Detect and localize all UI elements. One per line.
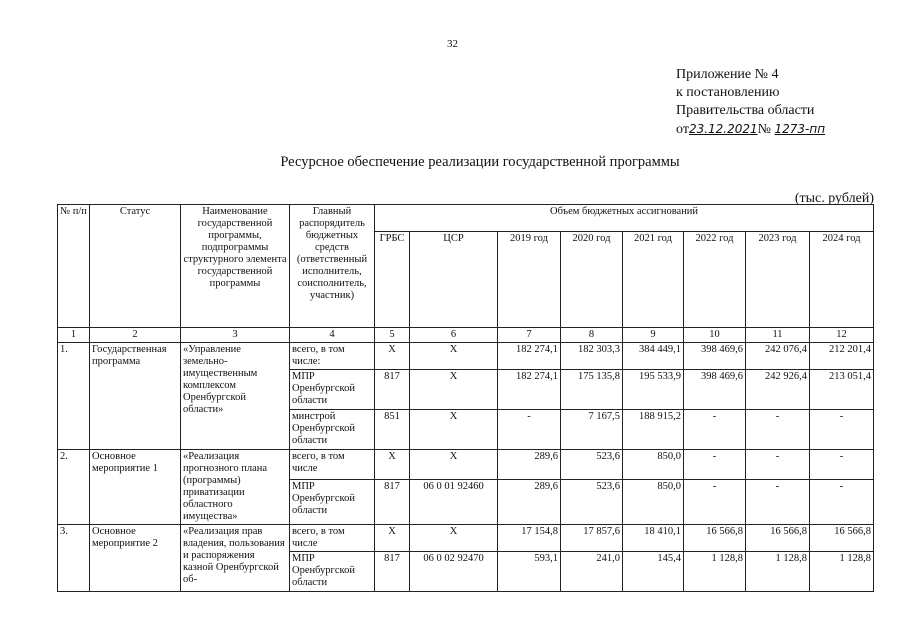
row-value: -	[684, 450, 746, 480]
row-grbs: 817	[375, 480, 410, 525]
table-row	[58, 525, 874, 552]
row-value: 523,6	[561, 450, 623, 480]
row-admin: минстрой Оренбургской области	[290, 410, 375, 450]
column-number: 3	[181, 328, 290, 343]
row-value: -	[746, 450, 810, 480]
row-value: 242 926,4	[746, 370, 810, 410]
row-admin: всего, в том числе	[290, 525, 375, 552]
column-number: 2	[90, 328, 181, 343]
row-value: 7 167,5	[561, 410, 623, 450]
row-value: -	[684, 410, 746, 450]
row-status: Основное мероприятие 1	[90, 450, 181, 525]
appendix-line-1: Приложение № 4	[676, 67, 779, 82]
column-number: 9	[623, 328, 684, 343]
row-value: -	[810, 450, 874, 480]
row-num: 2.	[58, 450, 90, 525]
row-grbs: 817	[375, 552, 410, 592]
row-value: 523,6	[561, 480, 623, 525]
header-year: 2024 год	[810, 232, 874, 328]
column-number: 4	[290, 328, 375, 343]
column-number: 6	[410, 328, 498, 343]
row-name: «Управление земельно-имущественным комплексом Оренбургской области»	[181, 343, 290, 450]
row-admin: всего, в том числе:	[290, 343, 375, 370]
row-value: 212 201,4	[810, 343, 874, 370]
row-grbs: X	[375, 525, 410, 552]
row-num: 3.	[58, 525, 90, 592]
row-value: -	[810, 410, 874, 450]
units-label: (тыс. рублей)	[794, 191, 874, 206]
table-row	[58, 343, 874, 370]
row-value: 195 533,9	[623, 370, 684, 410]
header-year: 2023 год	[746, 232, 810, 328]
row-status: Государственная программа	[90, 343, 181, 450]
column-number: 8	[561, 328, 623, 343]
header-admin: Главный распорядитель бюджетных средств (ответственный исполнитель, соисполнитель, участник)	[290, 205, 375, 328]
budget-table	[57, 204, 874, 592]
header-volume: Объем бюджетных ассигнований	[375, 205, 874, 232]
column-number: 7	[498, 328, 561, 343]
header-year: 2022 год	[684, 232, 746, 328]
row-grbs: 817	[375, 370, 410, 410]
header-year: 2020 год	[561, 232, 623, 328]
row-value: 182 303,3	[561, 343, 623, 370]
row-value: 182 274,1	[498, 343, 561, 370]
row-value: 593,1	[498, 552, 561, 592]
row-value: -	[746, 410, 810, 450]
header-status: Статус	[90, 205, 181, 328]
row-value: -	[498, 410, 561, 450]
row-value: 188 915,2	[623, 410, 684, 450]
row-value: 16 566,8	[746, 525, 810, 552]
row-value: 242 076,4	[746, 343, 810, 370]
row-admin: МПР Оренбургской области	[290, 480, 375, 525]
row-value: 213 051,4	[810, 370, 874, 410]
row-csr: X	[410, 525, 498, 552]
handwritten-date: 23.12.2021	[688, 122, 758, 136]
document-title: Ресурсное обеспечение реализации государственной программы	[280, 154, 680, 170]
row-csr: X	[410, 410, 498, 450]
column-number: 12	[810, 328, 874, 343]
appendix-block	[676, 66, 896, 139]
header-year: 2021 год	[623, 232, 684, 328]
row-csr: X	[410, 343, 498, 370]
row-admin: всего, в том числе	[290, 450, 375, 480]
handwritten-number: 1273-пп	[774, 122, 826, 136]
row-value: 241,0	[561, 552, 623, 592]
column-number: 11	[746, 328, 810, 343]
row-value: 850,0	[623, 450, 684, 480]
row-csr: 06 0 02 92470	[410, 552, 498, 592]
header-year: 2019 год	[498, 232, 561, 328]
page-number: 32	[447, 38, 458, 50]
row-status: Основное мероприятие 2	[90, 525, 181, 592]
row-value: 16 566,8	[810, 525, 874, 552]
row-csr: X	[410, 450, 498, 480]
row-value: 1 128,8	[810, 552, 874, 592]
appendix-line-3: Правительства области	[676, 103, 815, 118]
row-grbs: X	[375, 450, 410, 480]
column-number: 10	[684, 328, 746, 343]
date-prefix: от	[676, 122, 689, 137]
row-value: 17 154,8	[498, 525, 561, 552]
row-value: 182 274,1	[498, 370, 561, 410]
row-value: 16 566,8	[684, 525, 746, 552]
table-row	[58, 450, 874, 480]
header-csr: ЦСР	[410, 232, 498, 328]
row-value: 289,6	[498, 480, 561, 525]
row-num: 1.	[58, 343, 90, 450]
row-value: 17 857,6	[561, 525, 623, 552]
row-name: «Реализация прогнозного плана (программы) приватизации областного имущества»	[181, 450, 290, 525]
row-admin: МПР Оренбургской области	[290, 552, 375, 592]
row-admin: МПР Оренбургской области	[290, 370, 375, 410]
row-grbs: 851	[375, 410, 410, 450]
row-value: 18 410,1	[623, 525, 684, 552]
row-value: 145,4	[623, 552, 684, 592]
header-num: № п/п	[58, 205, 90, 328]
column-number-row	[58, 328, 874, 343]
row-value: 850,0	[623, 480, 684, 525]
appendix-date-line	[676, 120, 896, 139]
header-grbs: ГРБС	[375, 232, 410, 328]
row-value: -	[684, 480, 746, 525]
row-value: 384 449,1	[623, 343, 684, 370]
row-csr: X	[410, 370, 498, 410]
row-value: -	[810, 480, 874, 525]
header-name: Наименование государственной программы, подпрограммы структурного элемента государственной программы	[181, 205, 290, 328]
row-value: -	[746, 480, 810, 525]
row-value: 398 469,6	[684, 370, 746, 410]
row-grbs: X	[375, 343, 410, 370]
row-name: «Реализация прав владения, пользования и распоряжения казной Оренбургской об-	[181, 525, 290, 592]
row-value: 398 469,6	[684, 343, 746, 370]
column-number: 5	[375, 328, 410, 343]
row-value: 175 135,8	[561, 370, 623, 410]
row-value: 1 128,8	[684, 552, 746, 592]
row-value: 289,6	[498, 450, 561, 480]
appendix-line-2: к постановлению	[676, 85, 780, 100]
row-value: 1 128,8	[746, 552, 810, 592]
row-csr: 06 0 01 92460	[410, 480, 498, 525]
column-number: 1	[58, 328, 90, 343]
number-sign: №	[757, 122, 772, 137]
